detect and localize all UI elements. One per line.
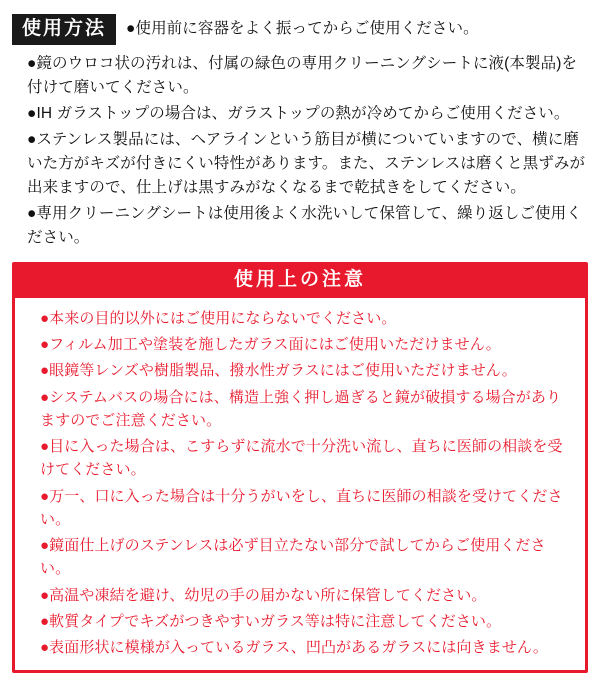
caution-item: ●表面形状に模様が入っているガラス、凹凸があるガラスには向きません。 (40, 639, 548, 657)
usage-intro-text: ●使用前に容器をよく振ってからご使用ください。 (126, 20, 479, 37)
caution-item: ●高温や凍結を避け、幼児の手の届かない所に保管してください。 (40, 586, 487, 604)
caution-item: ●万一、口に入った場合は十分うがいをし、直ちに医師の相談を受けてください。 (40, 487, 563, 528)
caution-section-title: 使用上の注意 (15, 265, 585, 298)
caution-box (12, 262, 588, 673)
usage-item-list (12, 52, 588, 250)
caution-item-list (15, 298, 585, 671)
caution-item: ●軟質タイプでキズがつきやすいガラス等は特に注意してください。 (40, 612, 502, 630)
usage-item: ●鏡のウロコ状の汚れは、付属の緑色の専用クリーニングシートに液(本製品)を付けて磨いてください。 (27, 54, 578, 96)
caution-item: ●本来の目的以外にはご使用にならないでください。 (40, 309, 397, 327)
caution-item: ●フィルム加工や塗装を施したガラス面にはご使用いただけません。 (40, 336, 501, 354)
usage-header-row (12, 14, 588, 45)
caution-item: ●鏡面仕上げのステンレスは必ず目立たない部分で試してからご使用ください。 (40, 537, 546, 578)
usage-item: ●IH ガラストップの場合は、ガラストップの熱が冷めてからご使用ください。 (27, 104, 570, 122)
usage-item: ●専用クリーニングシートは使用後よく水洗いして保管して、繰り返しご使用ください。 (27, 204, 582, 246)
caution-item: ●システムバスの場合には、構造上強く押し過ぎると鏡が破損する場合がありますのでご注意ください。 (40, 388, 562, 429)
usage-section-title: 使用方法 (12, 14, 116, 45)
caution-item: ●眼鏡等レンズや樹脂製品、撥水性ガラスにはご使用いただけません。 (40, 362, 517, 380)
usage-item: ●ステンレス製品には、ヘアラインという筋目が横についていますので、横に磨いた方がキズが付きにくい特性があります。また、ステンレスは磨くと黒ずみが出来ますので、仕上げは黒すみがなくなるまで乾拭きをしてください。 (27, 130, 586, 196)
caution-item: ●目に入った場合は、こすらずに流水で十分洗い流し、直ちに医師の相談を受けてください。 (40, 438, 563, 479)
